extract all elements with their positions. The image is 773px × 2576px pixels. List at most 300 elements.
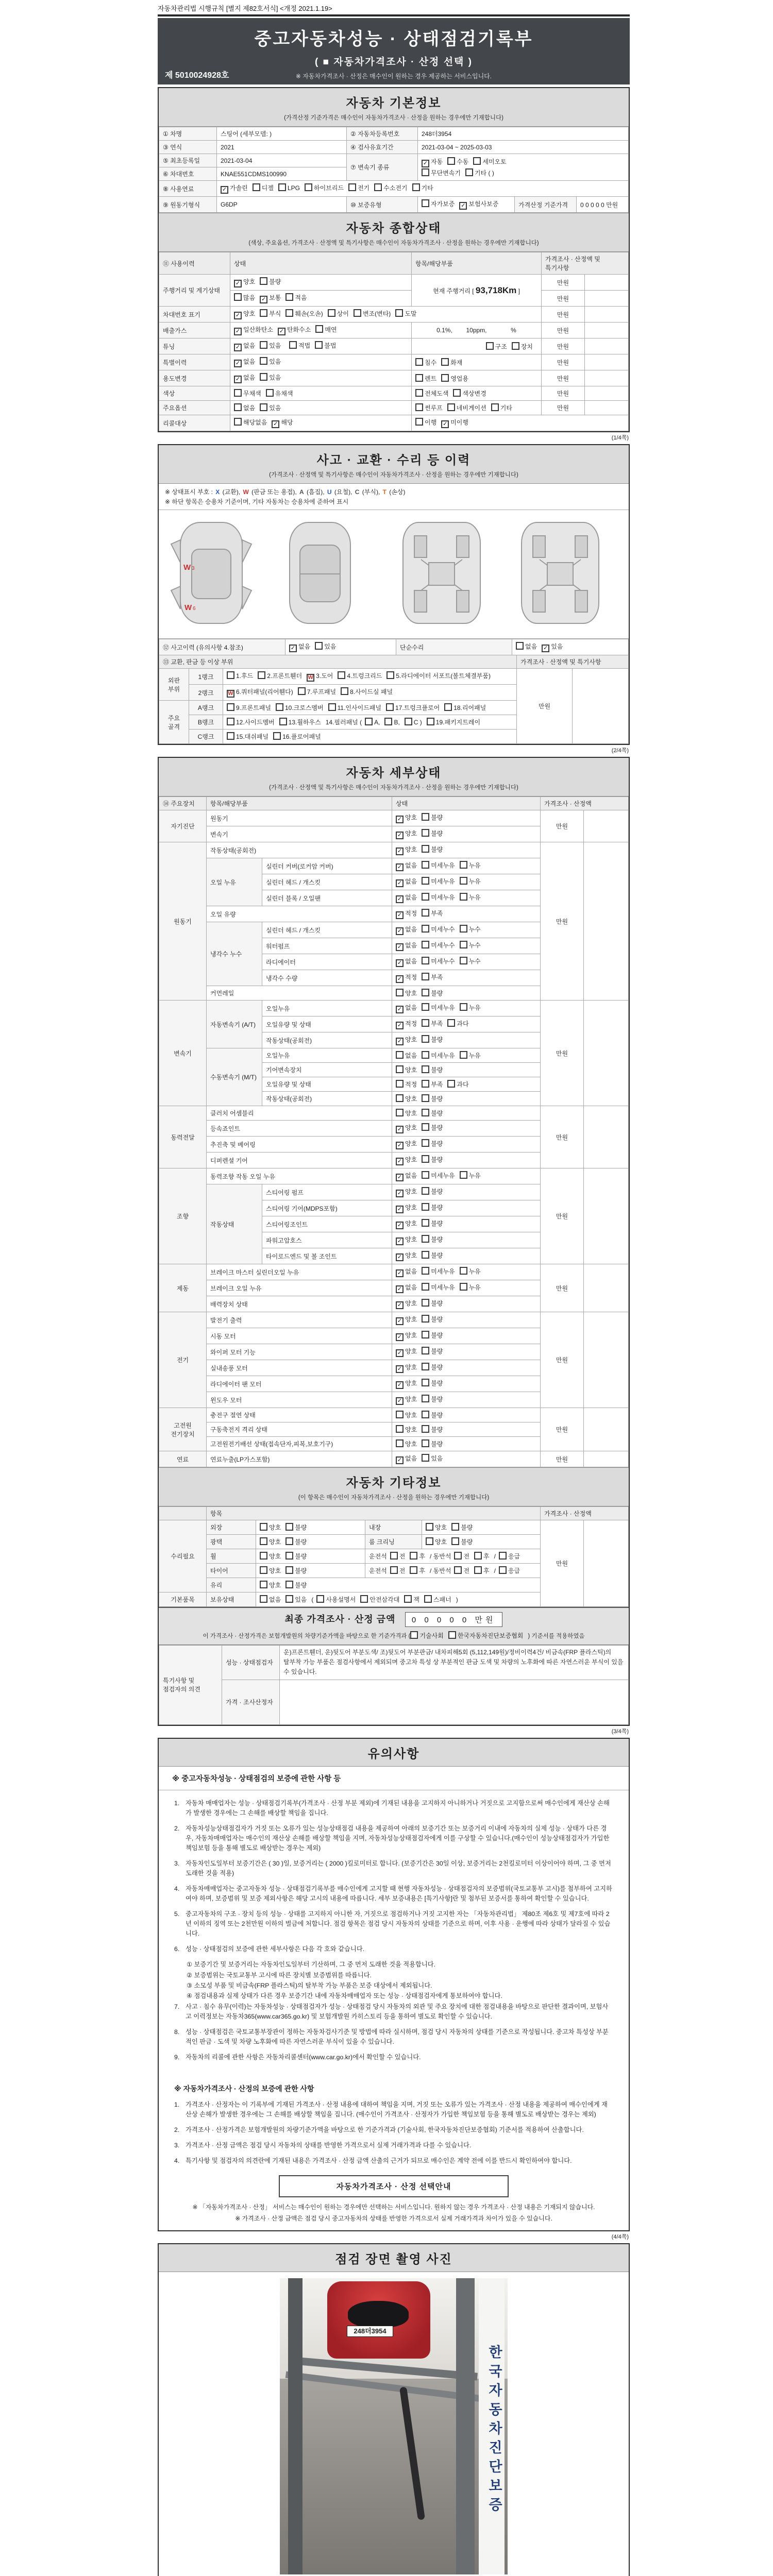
- checkbox-option[interactable]: [260, 1552, 281, 1561]
- checkbox-icon[interactable]: [227, 703, 234, 711]
- checkbox-icon[interactable]: [447, 1019, 455, 1027]
- checkbox-option[interactable]: [542, 642, 563, 652]
- checkbox-icon[interactable]: [460, 1051, 467, 1059]
- checkbox-option[interactable]: [396, 813, 417, 823]
- checkbox-icon[interactable]: ✓: [221, 186, 228, 194]
- checkbox-icon[interactable]: [473, 157, 481, 165]
- checkbox-icon[interactable]: [410, 1566, 417, 1574]
- checkbox-icon[interactable]: [365, 718, 373, 725]
- checkbox-icon[interactable]: ✓: [396, 1142, 404, 1149]
- checkbox-option[interactable]: [396, 1235, 417, 1245]
- checkbox-icon[interactable]: [422, 1411, 429, 1418]
- checkbox-option[interactable]: [422, 157, 443, 167]
- checkbox-icon[interactable]: [285, 1581, 293, 1588]
- checkbox-icon[interactable]: ✓: [396, 1174, 404, 1181]
- checkbox-option[interactable]: [260, 357, 281, 366]
- checkbox-icon[interactable]: [422, 1235, 429, 1243]
- checkbox-icon[interactable]: [460, 1003, 467, 1011]
- checkbox-option[interactable]: [396, 1315, 417, 1325]
- checkbox-option[interactable]: [305, 183, 344, 192]
- checkbox-option[interactable]: [285, 1552, 307, 1561]
- checkbox-icon[interactable]: [422, 1203, 429, 1211]
- checkbox-icon[interactable]: ✓: [396, 1333, 404, 1341]
- checkbox-icon[interactable]: [422, 957, 429, 964]
- checkbox-icon[interactable]: ✓: [234, 280, 242, 287]
- checkbox-icon[interactable]: [260, 309, 267, 317]
- checkbox-option[interactable]: [396, 1439, 417, 1448]
- checkbox-icon[interactable]: [305, 183, 312, 191]
- checkbox-icon[interactable]: ✓: [396, 959, 404, 967]
- checkbox-option[interactable]: [422, 925, 455, 934]
- checkbox-option[interactable]: [285, 309, 323, 318]
- checkbox-option[interactable]: [396, 1155, 417, 1165]
- checkbox-icon[interactable]: [273, 732, 281, 740]
- checkbox-option[interactable]: [260, 341, 281, 350]
- checkbox-option[interactable]: [260, 1523, 281, 1532]
- checkbox-option[interactable]: [422, 1331, 443, 1340]
- checkbox-icon[interactable]: [279, 718, 287, 725]
- checkbox-icon[interactable]: [396, 1080, 404, 1088]
- checkbox-option[interactable]: [422, 941, 455, 950]
- checkbox-option[interactable]: [422, 1411, 443, 1419]
- checkbox-option[interactable]: [396, 1094, 417, 1103]
- checkbox-icon[interactable]: [386, 671, 394, 679]
- checkbox-icon[interactable]: ✓: [459, 202, 467, 210]
- checkbox-icon[interactable]: ✓: [396, 863, 404, 871]
- checkbox-option[interactable]: [422, 1283, 455, 1292]
- checkbox-w-mark-icon[interactable]: W: [227, 690, 234, 698]
- checkbox-option[interactable]: [227, 671, 253, 680]
- checkbox-icon[interactable]: [422, 1187, 429, 1195]
- checkbox-icon[interactable]: ✓: [396, 848, 404, 855]
- checkbox-option[interactable]: [396, 1035, 417, 1045]
- checkbox-icon[interactable]: [390, 1566, 398, 1574]
- checkbox-icon[interactable]: [460, 1267, 467, 1275]
- checkbox-icon[interactable]: [422, 1454, 429, 1462]
- checkbox-icon[interactable]: [422, 829, 429, 837]
- checkbox-icon[interactable]: ✓: [396, 816, 404, 823]
- checkbox-icon[interactable]: [415, 358, 423, 366]
- checkbox-option[interactable]: [447, 1019, 468, 1028]
- checkbox-icon[interactable]: ✓: [396, 1269, 404, 1277]
- checkbox-option[interactable]: [396, 1379, 417, 1389]
- checkbox-option[interactable]: [278, 325, 311, 335]
- checkbox-option[interactable]: [227, 687, 293, 698]
- checkbox-icon[interactable]: [354, 309, 361, 317]
- checkbox-option[interactable]: [422, 1267, 455, 1276]
- checkbox-option[interactable]: [260, 293, 281, 303]
- checkbox-option[interactable]: [473, 157, 506, 166]
- checkbox-icon[interactable]: [460, 893, 467, 901]
- checkbox-option[interactable]: [260, 1566, 281, 1575]
- checkbox-option[interactable]: [474, 1566, 490, 1575]
- checkbox-option[interactable]: [315, 341, 336, 350]
- checkbox-icon[interactable]: [422, 1425, 429, 1433]
- checkbox-option[interactable]: [422, 909, 443, 918]
- checkbox-icon[interactable]: [396, 1109, 404, 1116]
- checkbox-option[interactable]: [266, 389, 293, 398]
- checkbox-option[interactable]: [415, 403, 443, 412]
- checkbox-option[interactable]: [422, 1203, 443, 1212]
- checkbox-w-mark-icon[interactable]: W: [307, 674, 314, 682]
- checkbox-option[interactable]: [422, 973, 443, 981]
- checkbox-option[interactable]: [424, 1595, 451, 1604]
- checkbox-icon[interactable]: [234, 293, 242, 301]
- checkbox-option[interactable]: [422, 1219, 443, 1228]
- checkbox-option[interactable]: [315, 325, 337, 334]
- checkbox-icon[interactable]: [410, 1631, 418, 1639]
- checkbox-option[interactable]: [441, 358, 462, 367]
- checkbox-option[interactable]: [422, 1439, 443, 1448]
- checkbox-icon[interactable]: [410, 1552, 417, 1560]
- checkbox-icon[interactable]: [384, 718, 392, 725]
- checkbox-icon[interactable]: [426, 1537, 433, 1545]
- checkbox-icon[interactable]: [460, 957, 467, 964]
- checkbox-icon[interactable]: ✓: [396, 1285, 404, 1293]
- checkbox-option[interactable]: [341, 687, 393, 696]
- checkbox-icon[interactable]: [285, 293, 293, 301]
- checkbox-icon[interactable]: ✓: [396, 1158, 404, 1165]
- checkbox-option[interactable]: [422, 1035, 443, 1044]
- checkbox-option[interactable]: [499, 1566, 520, 1575]
- checkbox-icon[interactable]: [499, 1566, 507, 1574]
- checkbox-option[interactable]: [447, 157, 468, 166]
- checkbox-icon[interactable]: [422, 1251, 429, 1259]
- checkbox-icon[interactable]: [412, 183, 420, 191]
- checkbox-option[interactable]: [422, 861, 455, 870]
- checkbox-option[interactable]: [422, 1379, 443, 1387]
- checkbox-option[interactable]: [422, 1454, 443, 1463]
- checkbox-icon[interactable]: [285, 1523, 293, 1531]
- checkbox-option[interactable]: [512, 342, 533, 351]
- checkbox-option[interactable]: [447, 403, 486, 412]
- checkbox-icon[interactable]: [422, 1347, 429, 1354]
- checkbox-icon[interactable]: [426, 1523, 433, 1531]
- checkbox-icon[interactable]: [422, 1299, 429, 1307]
- checkbox-icon[interactable]: [386, 703, 394, 711]
- checkbox-icon[interactable]: [266, 389, 274, 397]
- checkbox-option[interactable]: [448, 1631, 524, 1640]
- checkbox-option[interactable]: [386, 671, 491, 680]
- checkbox-option[interactable]: [422, 989, 443, 997]
- checkbox-icon[interactable]: ✓: [234, 328, 242, 335]
- checkbox-icon[interactable]: [460, 925, 467, 933]
- checkbox-option[interactable]: [365, 718, 380, 726]
- checkbox-option[interactable]: [422, 1003, 455, 1012]
- checkbox-icon[interactable]: [499, 1552, 507, 1560]
- checkbox-icon[interactable]: ✓: [422, 160, 429, 167]
- checkbox-option[interactable]: [396, 829, 417, 839]
- checkbox-option[interactable]: [396, 1363, 417, 1373]
- checkbox-option[interactable]: [234, 277, 255, 287]
- checkbox-icon[interactable]: ✓: [396, 895, 404, 903]
- checkbox-icon[interactable]: [316, 1595, 324, 1603]
- checkbox-icon[interactable]: [328, 703, 336, 711]
- checkbox-icon[interactable]: ✓: [441, 420, 449, 428]
- checkbox-option[interactable]: [415, 374, 436, 383]
- checkbox-icon[interactable]: [396, 1065, 404, 1073]
- checkbox-icon[interactable]: [285, 1552, 293, 1560]
- checkbox-option[interactable]: [395, 309, 416, 318]
- checkbox-icon[interactable]: [227, 732, 234, 740]
- checkbox-option[interactable]: [459, 199, 498, 210]
- checkbox-icon[interactable]: ✓: [260, 296, 267, 303]
- checkbox-icon[interactable]: [422, 813, 429, 821]
- checkbox-icon[interactable]: ✓: [234, 360, 242, 367]
- checkbox-icon[interactable]: [474, 1566, 482, 1574]
- checkbox-icon[interactable]: [260, 357, 267, 365]
- checkbox-icon[interactable]: ✓: [396, 1206, 404, 1213]
- checkbox-option[interactable]: [460, 1267, 481, 1276]
- checkbox-option[interactable]: [285, 1581, 307, 1589]
- checkbox-icon[interactable]: [422, 1109, 429, 1116]
- checkbox-icon[interactable]: [298, 687, 306, 695]
- checkbox-icon[interactable]: [465, 168, 473, 176]
- checkbox-option[interactable]: [273, 732, 321, 741]
- checkbox-icon[interactable]: [260, 277, 267, 285]
- checkbox-option[interactable]: [422, 893, 455, 902]
- checkbox-option[interactable]: [453, 389, 486, 398]
- checkbox-icon[interactable]: ✓: [234, 376, 242, 383]
- checkbox-option[interactable]: [404, 1595, 419, 1604]
- checkbox-icon[interactable]: [441, 358, 449, 366]
- checkbox-icon[interactable]: [422, 1139, 429, 1147]
- checkbox-option[interactable]: [422, 1109, 443, 1117]
- checkbox-icon[interactable]: [422, 1171, 429, 1179]
- checkbox-icon[interactable]: ✓: [396, 927, 404, 935]
- checkbox-icon[interactable]: [422, 1094, 429, 1102]
- checkbox-option[interactable]: [285, 293, 307, 302]
- checkbox-icon[interactable]: [396, 1094, 404, 1102]
- checkbox-icon[interactable]: ✓: [396, 1222, 404, 1229]
- checkbox-option[interactable]: [422, 1235, 443, 1244]
- checkbox-option[interactable]: [227, 732, 268, 741]
- checkbox-option[interactable]: [285, 1537, 307, 1546]
- checkbox-option[interactable]: [374, 183, 407, 192]
- checkbox-icon[interactable]: ✓: [396, 1253, 404, 1261]
- checkbox-icon[interactable]: [415, 389, 423, 397]
- checkbox-icon[interactable]: [422, 199, 429, 207]
- checkbox-icon[interactable]: ✓: [542, 645, 549, 652]
- checkbox-icon[interactable]: [289, 341, 297, 349]
- checkbox-icon[interactable]: [422, 1123, 429, 1131]
- checkbox-option[interactable]: [307, 671, 333, 682]
- checkbox-icon[interactable]: [422, 1003, 429, 1011]
- checkbox-option[interactable]: [410, 1566, 425, 1575]
- checkbox-option[interactable]: [315, 642, 336, 651]
- checkbox-option[interactable]: [422, 1251, 443, 1260]
- checkbox-option[interactable]: [272, 418, 293, 428]
- checkbox-icon[interactable]: [415, 418, 423, 426]
- checkbox-option[interactable]: [422, 813, 443, 822]
- checkbox-option[interactable]: [234, 357, 255, 367]
- checkbox-option[interactable]: [410, 1631, 443, 1640]
- checkbox-icon[interactable]: [260, 1552, 267, 1560]
- checkbox-icon[interactable]: [460, 861, 467, 869]
- checkbox-icon[interactable]: [447, 157, 455, 165]
- checkbox-icon[interactable]: [258, 671, 265, 679]
- checkbox-option[interactable]: [412, 183, 433, 192]
- checkbox-icon[interactable]: ✓: [396, 1126, 404, 1133]
- checkbox-option[interactable]: [460, 941, 481, 950]
- checkbox-icon[interactable]: ✓: [396, 975, 404, 983]
- checkbox-icon[interactable]: ✓: [234, 312, 242, 319]
- checkbox-icon[interactable]: [260, 373, 267, 381]
- checkbox-option[interactable]: [328, 309, 349, 318]
- checkbox-option[interactable]: [396, 1331, 417, 1341]
- checkbox-option[interactable]: [260, 1595, 281, 1604]
- checkbox-option[interactable]: [405, 718, 422, 726]
- checkbox-option[interactable]: [415, 358, 436, 367]
- checkbox-option[interactable]: [415, 418, 436, 427]
- checkbox-option[interactable]: [491, 403, 512, 412]
- checkbox-option[interactable]: [285, 1566, 307, 1575]
- checkbox-icon[interactable]: [422, 1155, 429, 1163]
- checkbox-option[interactable]: [465, 168, 494, 177]
- checkbox-option[interactable]: [396, 1080, 417, 1089]
- checkbox-icon[interactable]: [422, 1363, 429, 1370]
- checkbox-option[interactable]: [396, 1203, 417, 1213]
- checkbox-icon[interactable]: ✓: [396, 943, 404, 951]
- checkbox-option[interactable]: [234, 309, 255, 319]
- checkbox-icon[interactable]: [516, 642, 524, 650]
- checkbox-option[interactable]: [422, 1123, 443, 1132]
- checkbox-icon[interactable]: [260, 1581, 267, 1588]
- checkbox-icon[interactable]: [234, 403, 242, 411]
- checkbox-option[interactable]: [285, 1595, 307, 1604]
- checkbox-icon[interactable]: [234, 418, 242, 426]
- checkbox-icon[interactable]: [422, 845, 429, 853]
- checkbox-option[interactable]: [354, 309, 391, 318]
- checkbox-option[interactable]: [422, 1171, 455, 1180]
- checkbox-icon[interactable]: [441, 374, 449, 382]
- checkbox-option[interactable]: [460, 957, 481, 965]
- checkbox-option[interactable]: [396, 1139, 417, 1149]
- checkbox-option[interactable]: [260, 309, 281, 318]
- checkbox-option[interactable]: [422, 199, 455, 208]
- checkbox-option[interactable]: [279, 718, 321, 726]
- checkbox-icon[interactable]: [396, 1439, 404, 1447]
- checkbox-option[interactable]: [396, 1019, 417, 1029]
- checkbox-option[interactable]: [499, 1552, 520, 1561]
- checkbox-icon[interactable]: [227, 718, 234, 725]
- checkbox-option[interactable]: [396, 1219, 417, 1229]
- checkbox-option[interactable]: [441, 374, 468, 383]
- checkbox-icon[interactable]: [360, 1595, 368, 1603]
- checkbox-icon[interactable]: [422, 909, 429, 917]
- checkbox-option[interactable]: [260, 1581, 281, 1589]
- checkbox-icon[interactable]: [422, 1395, 429, 1402]
- checkbox-option[interactable]: [454, 1566, 469, 1575]
- checkbox-option[interactable]: [410, 1552, 425, 1561]
- checkbox-option[interactable]: [234, 373, 255, 383]
- checkbox-option[interactable]: [422, 1080, 443, 1089]
- checkbox-icon[interactable]: [374, 183, 382, 191]
- checkbox-option[interactable]: [396, 1283, 417, 1293]
- checkbox-option[interactable]: [460, 1003, 481, 1012]
- checkbox-icon[interactable]: [422, 893, 429, 901]
- checkbox-icon[interactable]: [315, 642, 323, 650]
- checkbox-icon[interactable]: ✓: [396, 1381, 404, 1389]
- checkbox-option[interactable]: [285, 1523, 307, 1532]
- checkbox-option[interactable]: [384, 718, 399, 726]
- checkbox-option[interactable]: [386, 703, 440, 712]
- checkbox-icon[interactable]: [422, 989, 429, 996]
- checkbox-option[interactable]: [422, 877, 455, 886]
- checkbox-icon[interactable]: ✓: [278, 328, 285, 335]
- checkbox-icon[interactable]: [451, 1523, 459, 1531]
- checkbox-option[interactable]: [390, 1566, 406, 1575]
- checkbox-option[interactable]: [234, 293, 255, 302]
- checkbox-option[interactable]: [396, 909, 417, 919]
- checkbox-option[interactable]: [444, 703, 486, 712]
- checkbox-icon[interactable]: [460, 941, 467, 948]
- checkbox-option[interactable]: [422, 1019, 443, 1028]
- checkbox-icon[interactable]: [454, 1566, 462, 1574]
- checkbox-icon[interactable]: [422, 861, 429, 869]
- checkbox-icon[interactable]: [285, 1537, 293, 1545]
- checkbox-icon[interactable]: ✓: [396, 1022, 404, 1029]
- checkbox-icon[interactable]: [260, 341, 267, 349]
- checkbox-option[interactable]: [260, 373, 281, 382]
- checkbox-icon[interactable]: ✓: [396, 1301, 404, 1309]
- checkbox-option[interactable]: [260, 1537, 281, 1546]
- checkbox-option[interactable]: [396, 1299, 417, 1309]
- checkbox-icon[interactable]: [486, 342, 494, 350]
- checkbox-option[interactable]: [460, 861, 481, 870]
- checkbox-icon[interactable]: [260, 1537, 267, 1545]
- checkbox-option[interactable]: [422, 1347, 443, 1355]
- checkbox-icon[interactable]: ✓: [234, 344, 242, 351]
- checkbox-icon[interactable]: [260, 403, 267, 411]
- checkbox-option[interactable]: [260, 403, 281, 412]
- checkbox-option[interactable]: [360, 1595, 399, 1604]
- checkbox-icon[interactable]: [422, 877, 429, 885]
- checkbox-icon[interactable]: [424, 1595, 432, 1603]
- checkbox-icon[interactable]: [338, 671, 345, 679]
- checkbox-icon[interactable]: [276, 703, 283, 711]
- checkbox-icon[interactable]: [422, 1379, 429, 1386]
- checkbox-option[interactable]: [396, 1454, 417, 1464]
- checkbox-icon[interactable]: ✓: [396, 1006, 404, 1013]
- checkbox-icon[interactable]: [278, 183, 286, 191]
- checkbox-option[interactable]: [396, 941, 417, 951]
- checkbox-icon[interactable]: ✓: [396, 1349, 404, 1357]
- checkbox-icon[interactable]: [422, 1051, 429, 1059]
- checkbox-icon[interactable]: [460, 877, 467, 885]
- checkbox-option[interactable]: [460, 1171, 481, 1180]
- checkbox-option[interactable]: [234, 341, 255, 351]
- checkbox-option[interactable]: [396, 1123, 417, 1133]
- checkbox-icon[interactable]: [390, 1552, 398, 1560]
- checkbox-option[interactable]: [227, 703, 271, 712]
- checkbox-option[interactable]: [396, 861, 417, 871]
- checkbox-icon[interactable]: ✓: [396, 911, 404, 919]
- checkbox-icon[interactable]: [422, 1219, 429, 1227]
- checkbox-icon[interactable]: ✓: [396, 1317, 404, 1325]
- checkbox-option[interactable]: [396, 973, 417, 983]
- checkbox-option[interactable]: [396, 989, 417, 997]
- checkbox-icon[interactable]: [422, 1080, 429, 1088]
- checkbox-option[interactable]: [474, 1552, 490, 1561]
- checkbox-option[interactable]: [396, 893, 417, 903]
- checkbox-option[interactable]: [460, 877, 481, 886]
- checkbox-option[interactable]: [396, 1411, 417, 1419]
- checkbox-option[interactable]: [422, 1363, 443, 1371]
- checkbox-option[interactable]: [298, 687, 336, 696]
- checkbox-option[interactable]: [396, 1425, 417, 1434]
- checkbox-icon[interactable]: [491, 403, 499, 411]
